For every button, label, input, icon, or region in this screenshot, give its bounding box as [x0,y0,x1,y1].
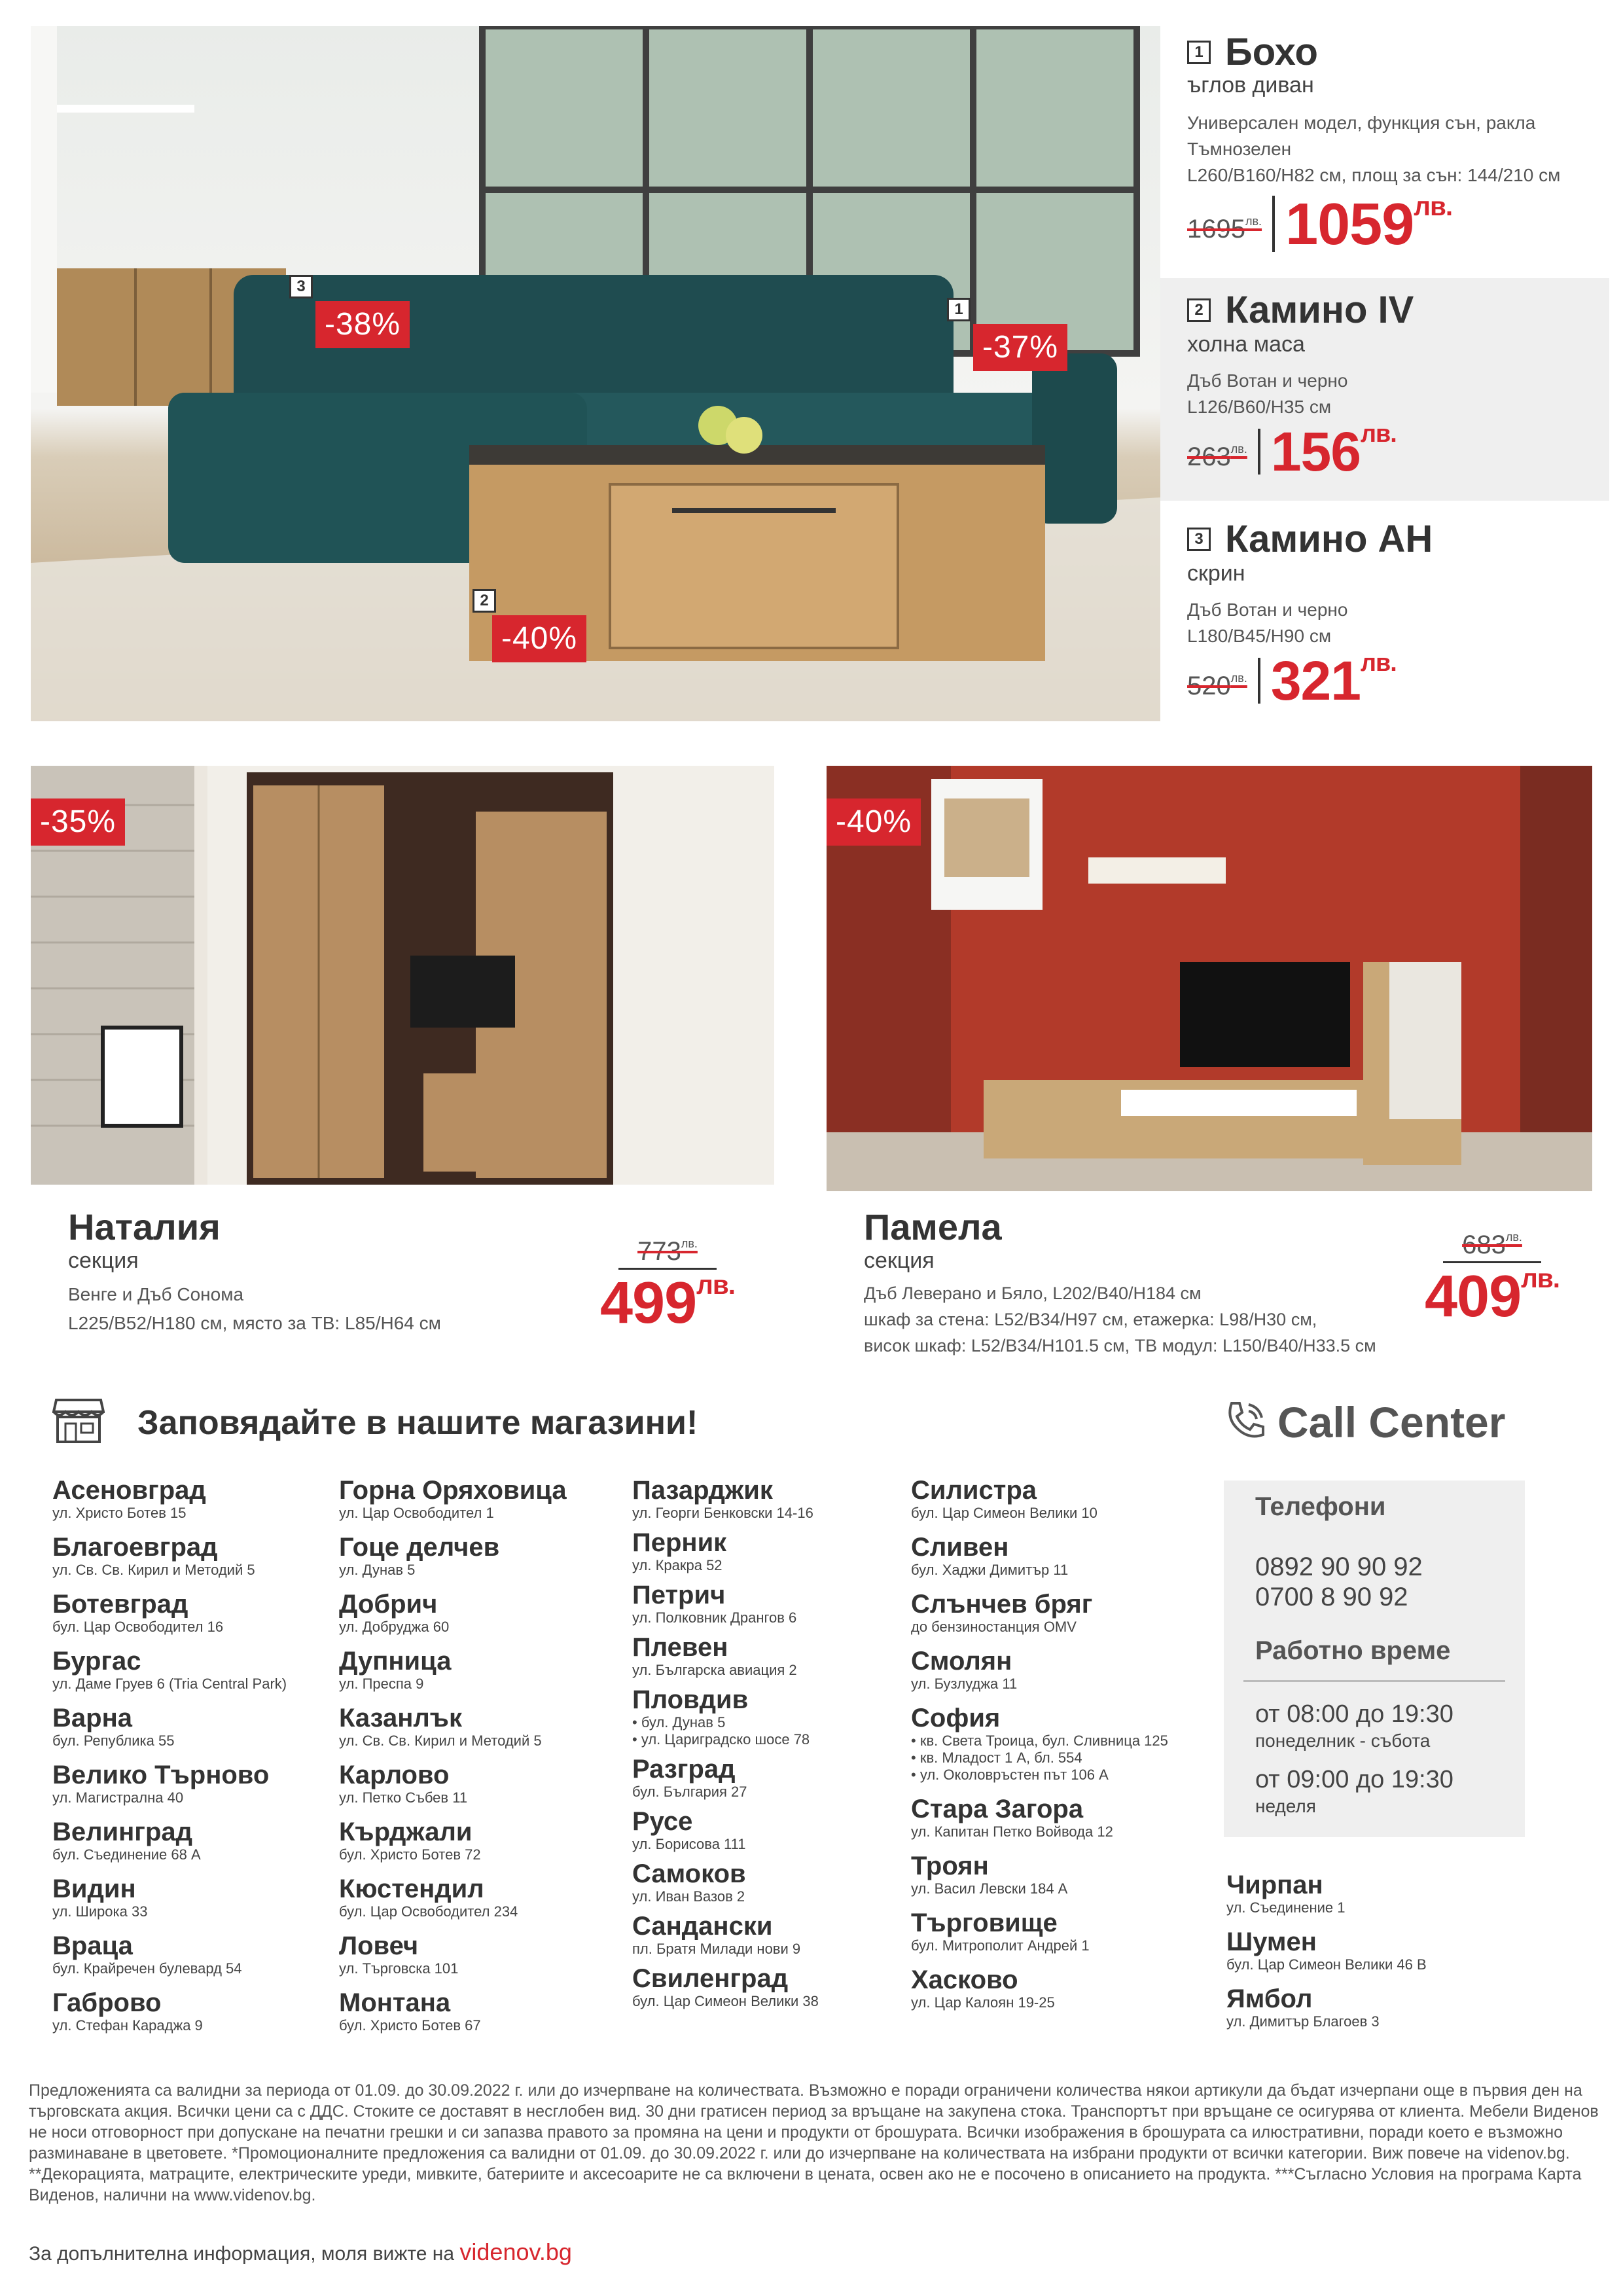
store-item [632,1685,907,1748]
store-address: бул. Цар Симеон Велики 10 [911,1505,1097,1521]
product-name: Камино АН [1225,518,1433,560]
store-city: Ловеч [339,1931,419,1960]
store-item [52,1931,327,1977]
product-desc-line: L260/B160/H82 см, площ за сън: 144/210 см [1187,165,1561,185]
store-address: ул. Преспа 9 [339,1676,424,1692]
new-price: $1059^{лв.}$ [1285,191,1453,257]
store-item [632,1476,907,1522]
hours-days: понеделник - събота [1255,1731,1431,1751]
store-city: Добрич [339,1590,438,1619]
store-city: Пловдив [632,1685,749,1714]
store-city: Ямбол [1226,1984,1313,2013]
store-item [52,1988,327,2034]
store-item [911,1476,1212,1522]
stores-column-5 [1226,1871,1501,2041]
product-desc-line: Дъб Вотан и черно [1187,600,1348,620]
product-desc-line: висок шкаф: L52/B34/H101.5 см, ТВ модул: L150/B40/H33.5 см [864,1336,1376,1355]
callout-3: 3 [289,275,313,298]
store-item [339,1988,620,2034]
store-address: бул. Цар Симеон Велики 38 [632,1993,819,2009]
call-center-header [1222,1397,1505,1447]
discount-badge-2: -40% [492,615,586,662]
store-address: • бул. Дунав 5 [632,1714,726,1731]
store-item [632,1859,907,1905]
product-desc-line: Венге и Дъб Сонома [68,1284,244,1304]
store-item [339,1476,620,1522]
store-address: ул. Кракра 52 [632,1557,722,1573]
store-item [52,1761,327,1806]
store-city: Велинград [52,1818,193,1846]
store-address: бул. Съединение 68 А [52,1846,201,1863]
store-address: бул. Митрополит Андрей 1 [911,1937,1090,1954]
store-address: бул. Хаджи Димитър 11 [911,1562,1069,1578]
store-item [632,1807,907,1853]
store-city: Велико Търново [52,1761,270,1789]
product-number: 3 [1187,528,1211,551]
store-city: Свиленград [632,1964,789,1993]
store-item [911,1795,1212,1840]
store-city: Казанлък [339,1704,462,1732]
pamela-price [1387,1230,1597,1331]
stores-heading: Заповядайте в нашите магазини! [137,1403,698,1442]
store-item [339,1647,620,1693]
store-city: Варна [52,1704,132,1732]
callout-1: 1 [947,298,971,321]
store-city: Гоце делчев [339,1533,500,1562]
store-address: ул. Св. Св. Кирил и Методий 5 [339,1732,542,1749]
old-price: $263^{лв.}$ [1187,442,1247,471]
product-desc-line: шкаф за стена: L52/B34/H97 см, етажерка: L98/H30 см, [864,1310,1317,1329]
store-item [52,1476,327,1522]
store-address: бул. Христо Ботев 67 [339,2017,481,2034]
store-address: до бензиностанция OMV [911,1619,1077,1635]
store-city: Враца [52,1931,133,1960]
store-address: пл. Братя Милади нови 9 [632,1941,801,1957]
stores-column-4 [911,1476,1212,2022]
natalia-photo [31,766,774,1185]
new-price: $156^{лв.}$ [1270,420,1397,482]
store-city: Горна Оряховица [339,1476,567,1505]
discount-badge: -35% [31,798,125,846]
store-address: ул. Българска авиация 2 [632,1662,797,1678]
store-city: Видин [52,1874,136,1903]
phone-number[interactable]: 0892 90 90 92 [1255,1552,1423,1581]
product-number: 1 [1187,41,1211,64]
store-address: ул. Петко Събев 11 [339,1789,468,1806]
store-city: Кюстендил [339,1874,484,1903]
store-city: Хасково [911,1965,1018,1994]
store-city: Разград [632,1755,736,1784]
store-city: Петрич [632,1581,726,1609]
stores-column-2 [339,1476,620,2045]
store-address: ул. Борисова 111 [632,1836,746,1852]
store-city: Кърджали [339,1818,473,1846]
discount-badge: -40% [827,798,921,846]
disclaimer: Предложенията са валидни за периода от 01.09. до 30.09.2022 г. или до изчерпване на количествата. Възможно е поради ограничени количества някои артикули да бъдат изчерпани още в първия ден на търговската акция. Всички цени са с ДДС. Стоките се доставят в неcглобен вид. 30 дни гратисен период за връщане на закупена стока. Транспортът при връщане се осигурява от клиента. Мебели Виденов не носи отговорност при допускане на печатни грешки и си запазва правото за промяна на цени и продукти от брошурата. Всички изображения в брошурата са илюстративни, поради което е възможно разминаване в цветовете. *Промоционалните предложения са валидни от 01.09. до 30.09.2022 г. или до изчерпване на количествата на избрани продукти от всички категории. Виж повече на videnov.bg. **Декорацията, матраците, електрическите уреди, мивките, батериите и аксесоарите не са включени в цената, освен ако не е посочено в описанието на продукта. ***Съгласно Условия на програма Карта Виденов, налични на www.videnov.bg. [29,2081,1599,2204]
store-city: Чирпан [1226,1871,1323,1899]
store-item [52,1874,327,1920]
store-address: бул. Цар Освободител 16 [52,1619,224,1635]
product-desc-line: Универсален модел, функция сън, ракла [1187,113,1536,133]
store-address: ул. Магистрална 40 [52,1789,184,1806]
product-desc-line: Тъмнозелен [1187,139,1292,159]
store-city: Русе [632,1807,693,1836]
store-city: Търговище [911,1909,1058,1937]
store-item [339,1704,620,1749]
store-city: София [911,1704,1001,1732]
store-address: ул. Добруджа 60 [339,1619,450,1635]
store-item [339,1818,620,1863]
store-address: ул. Иван Вазов 2 [632,1888,745,1905]
hours-time: от 08:00 до 19:30 [1255,1700,1454,1728]
store-item [632,1581,907,1626]
stores-header [52,1397,698,1448]
new-price: $409^{лв.}$ [1424,1263,1560,1329]
store-item [1226,1871,1501,1916]
store-city: Самоков [632,1859,746,1888]
store-address: ул. Христо Ботев 15 [52,1505,187,1521]
phone-icon [1222,1398,1268,1447]
store-icon [52,1397,105,1448]
store-city: Дупница [339,1647,452,1676]
store-item [1226,1984,1501,2030]
callout-2: 2 [473,589,496,613]
store-item [632,1912,907,1958]
new-price: $499^{лв.}$ [599,1270,736,1336]
store-city: Силистра [911,1476,1037,1505]
product-name: Памела [864,1206,1002,1247]
store-address: ул. Полковник Дрангов 6 [632,1609,797,1626]
store-item [339,1874,620,1920]
store-item [52,1647,327,1693]
videnov-link[interactable]: videnov.bg [459,2238,572,2265]
store-address: ул. Васил Левски 184 А [911,1880,1068,1897]
store-item [632,1755,907,1801]
store-city: Благоевград [52,1533,218,1562]
store-address: • кв. Света Троица, бул. Сливница 125 [911,1732,1168,1749]
hours-label: Работно време [1255,1636,1451,1665]
call-center-title: Call Center [1277,1398,1506,1446]
store-address: бул. Цар Симеон Велики 46 В [1226,1956,1427,1973]
store-item [52,1818,327,1863]
discount-badge-1: -37% [973,324,1067,371]
hours-time: от 09:00 до 19:30 [1255,1766,1454,1793]
store-address: ул. Капитан Петко Войвода 12 [911,1823,1113,1840]
product-name: Наталия [68,1206,221,1247]
call-center-panel [1224,1480,1525,1837]
product-3 [1187,517,1606,713]
product-type: холна маса [1187,332,1305,357]
stores-column-1 [52,1476,327,2045]
store-city: Пазарджик [632,1476,773,1505]
store-city: Габрово [52,1988,162,2017]
old-price: $520^{лв.}$ [1187,672,1247,700]
store-city: Сандански [632,1912,773,1941]
store-address: ул. Търговска 101 [339,1960,459,1977]
more-info-text: За допълнителна информация, моля вижте на [29,2243,455,2265]
product-type: секция [68,1248,139,1273]
product-name: Бохо [1225,31,1318,73]
store-address: ул. Георги Бенковски 14-16 [632,1505,813,1521]
store-address: ул. Даме Груев 6 (Tria Central Park) [52,1676,287,1692]
store-address: ул. Стефан Караджа 9 [52,2017,203,2034]
store-city: Стара Загора [911,1795,1084,1823]
phones-label: Телефони [1255,1492,1386,1521]
store-item [911,1590,1212,1636]
store-city: Сливен [911,1533,1009,1562]
store-item [911,1965,1212,2011]
stores-column-3 [632,1476,907,2017]
product-desc-line: Дъб Вотан и черно [1187,370,1348,391]
phone-number[interactable]: 0700 8 90 92 [1255,1583,1408,1611]
store-item [339,1533,620,1579]
store-address: ул. Димитър Благоев 3 [1226,2013,1380,2030]
store-item [339,1761,620,1806]
store-address: ул. Широка 33 [52,1903,148,1920]
store-item [632,1528,907,1574]
product-2 [1187,288,1606,484]
store-item [339,1590,620,1636]
store-city: Плевен [632,1633,728,1662]
old-price: $1695^{лв.}$ [1187,215,1262,243]
product-name: Камино IV [1225,289,1414,331]
product-desc-line: L180/B45/H90 см [1187,626,1332,646]
store-item [339,1931,620,1977]
store-item [52,1704,327,1749]
store-item [52,1590,327,1636]
store-city: Асеновград [52,1476,206,1505]
store-address: бул. Република 55 [52,1732,175,1749]
store-address: бул. Христо Ботев 72 [339,1846,481,1863]
product-desc-line: L225/B52/H180 см, място за ТВ: L85/H64 см [68,1313,441,1333]
product-1 [1187,30,1606,259]
store-item [911,1647,1212,1693]
product-desc-line: L126/B60/H35 см [1187,397,1332,417]
hero-living-room-photo [31,26,1160,721]
store-item [911,1909,1212,1954]
store-address: бул. България 27 [632,1784,747,1800]
product-number: 2 [1187,298,1211,322]
new-price: $321^{лв.}$ [1270,649,1397,711]
store-city: Смолян [911,1647,1012,1676]
store-item [911,1704,1212,1784]
old-price: $773^{лв.}$ [637,1237,698,1266]
store-item [52,1533,327,1579]
store-address: • ул. Околовръстен път 106 А [911,1767,1109,1783]
old-price: $683^{лв.}$ [1462,1230,1522,1259]
store-address: ул. Цар Освободител 1 [339,1505,494,1521]
store-item [632,1633,907,1679]
store-address: ул. Св. Св. Кирил и Методий 5 [52,1562,255,1578]
hours-days: неделя [1255,1796,1316,1816]
store-address: бул. Крайречен булевард 54 [52,1960,242,1977]
store-city: Монтана [339,1988,451,2017]
discount-badge-3: -38% [315,301,410,348]
product-type: скрин [1187,561,1245,586]
product-desc-line: Дъб Леверано и Бяло, L202/B40/H184 см [864,1283,1202,1303]
natalia-price [563,1237,772,1337]
pamela-photo [827,766,1592,1191]
store-item [1226,1928,1501,1973]
store-item [632,1964,907,2010]
store-city: Бургас [52,1647,141,1676]
store-item [911,1852,1212,1897]
store-city: Карлово [339,1761,450,1789]
store-address: • ул. Цариградско шосе 78 [632,1731,810,1748]
store-address: бул. Цар Освободител 234 [339,1903,518,1920]
store-address: • кв. Младост 1 А, бл. 554 [911,1749,1082,1766]
product-pamela [864,1206,1427,1359]
store-address: ул. Бузлуджа 11 [911,1676,1018,1692]
store-address: ул. Цар Калоян 19-25 [911,1994,1055,2011]
product-type: секция [864,1248,935,1273]
store-city: Перник [632,1528,727,1557]
more-info [29,2238,572,2266]
store-address: ул. Дунав 5 [339,1562,416,1578]
product-type: ъглов диван [1187,73,1314,98]
store-city: Ботевград [52,1590,188,1619]
store-item [911,1533,1212,1579]
store-city: Слънчев бряг [911,1590,1093,1619]
store-city: Троян [911,1852,989,1880]
store-city: Шумен [1226,1928,1317,1956]
store-address: ул. Съединение 1 [1226,1899,1346,1916]
